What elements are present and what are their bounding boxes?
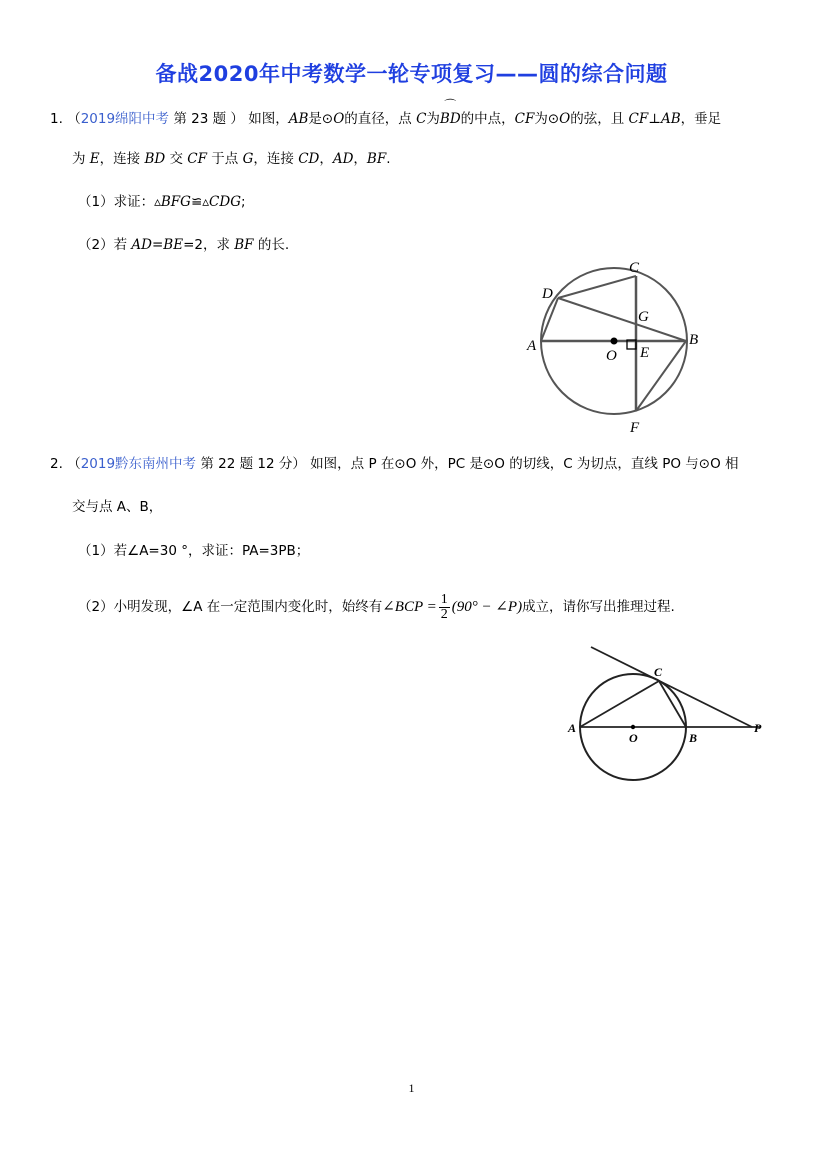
fig2-label-a: A bbox=[568, 721, 577, 735]
fig1-segment-dc bbox=[558, 276, 636, 298]
fig2-label-o: O bbox=[629, 731, 638, 745]
fig2-tangent-line bbox=[591, 647, 752, 727]
fig2-label-b: B bbox=[689, 731, 698, 745]
page-title: 备战2020年中考数学一轮专项复习——圆的综合问题 bbox=[155, 62, 668, 86]
q2-number: 2. bbox=[50, 456, 63, 472]
fig2-label-p: P bbox=[754, 721, 762, 735]
q2-line-2: 交与点 A、B， bbox=[72, 499, 163, 515]
fig1-label-g: G bbox=[638, 309, 649, 325]
fig2-label-c: C bbox=[654, 665, 663, 679]
fig1-label-o: O bbox=[606, 348, 617, 364]
page-number: 1 bbox=[408, 1081, 415, 1095]
fig1-label-a: A bbox=[527, 338, 537, 354]
arc-bd: ⌒ BD bbox=[439, 98, 461, 127]
figure-2-tangent-diagram bbox=[565, 640, 775, 785]
q2-formula: ∠BCP = $\frac{1}{2}$ (90° − ∠P) bbox=[382, 592, 523, 623]
fraction-one-half: $\frac{1}{2}$ bbox=[440, 592, 448, 623]
fig1-label-b: B bbox=[689, 332, 699, 348]
fig1-label-d: D bbox=[542, 286, 553, 302]
q2-line-1: 2. （2019黔东南州中考 第 22 题 12 分） 如图，点 P 在⊙O 外，PC 是⊙O 的切线，C 为切点，直线 PO 与⊙O 相 bbox=[50, 456, 739, 472]
fig2-center-dot bbox=[631, 725, 635, 729]
q1-part-1: （1）求证：▵BFG≌▵CDG; bbox=[78, 194, 246, 210]
q1-line-1: 1. （2019绵阳中考 第 23 题 ） 如图，AB是⊙O的直径，点 C为 ⌒ BD的中点，CF为⊙O的弦，且 CF⊥AB，垂足 bbox=[50, 98, 722, 127]
fig1-center-dot bbox=[611, 338, 618, 345]
fig2-segment-ac bbox=[580, 681, 659, 727]
q1-source-link[interactable]: 2019绵阳中考 bbox=[80, 111, 170, 127]
q1-number: 1. bbox=[50, 111, 63, 127]
fig1-label-f: F bbox=[630, 420, 640, 436]
fig1-label-c: C bbox=[629, 260, 640, 276]
q2-part-1: （1）若∠A=30 °，求证：PA=3PB； bbox=[78, 543, 310, 559]
q2-part-2: （2）小明发现，∠A 在一定范围内变化时，始终有∠BCP = $\frac{1}{2}$ (90° − ∠P)成立，请你写出推理过程. bbox=[78, 592, 675, 623]
fig1-label-e: E bbox=[640, 345, 650, 361]
q2-source-link[interactable]: 2019黔东南州中考 bbox=[80, 456, 197, 472]
figure-1-circle-diagram bbox=[520, 255, 720, 440]
fig1-segment-db bbox=[558, 298, 686, 341]
q1-line-2: 为 E，连接 BD 交 CF 于点 G，连接 CD，AD，BF. bbox=[72, 151, 391, 167]
q1-part-2: （2）若 AD=BE=2，求 BF 的长. bbox=[78, 237, 290, 253]
